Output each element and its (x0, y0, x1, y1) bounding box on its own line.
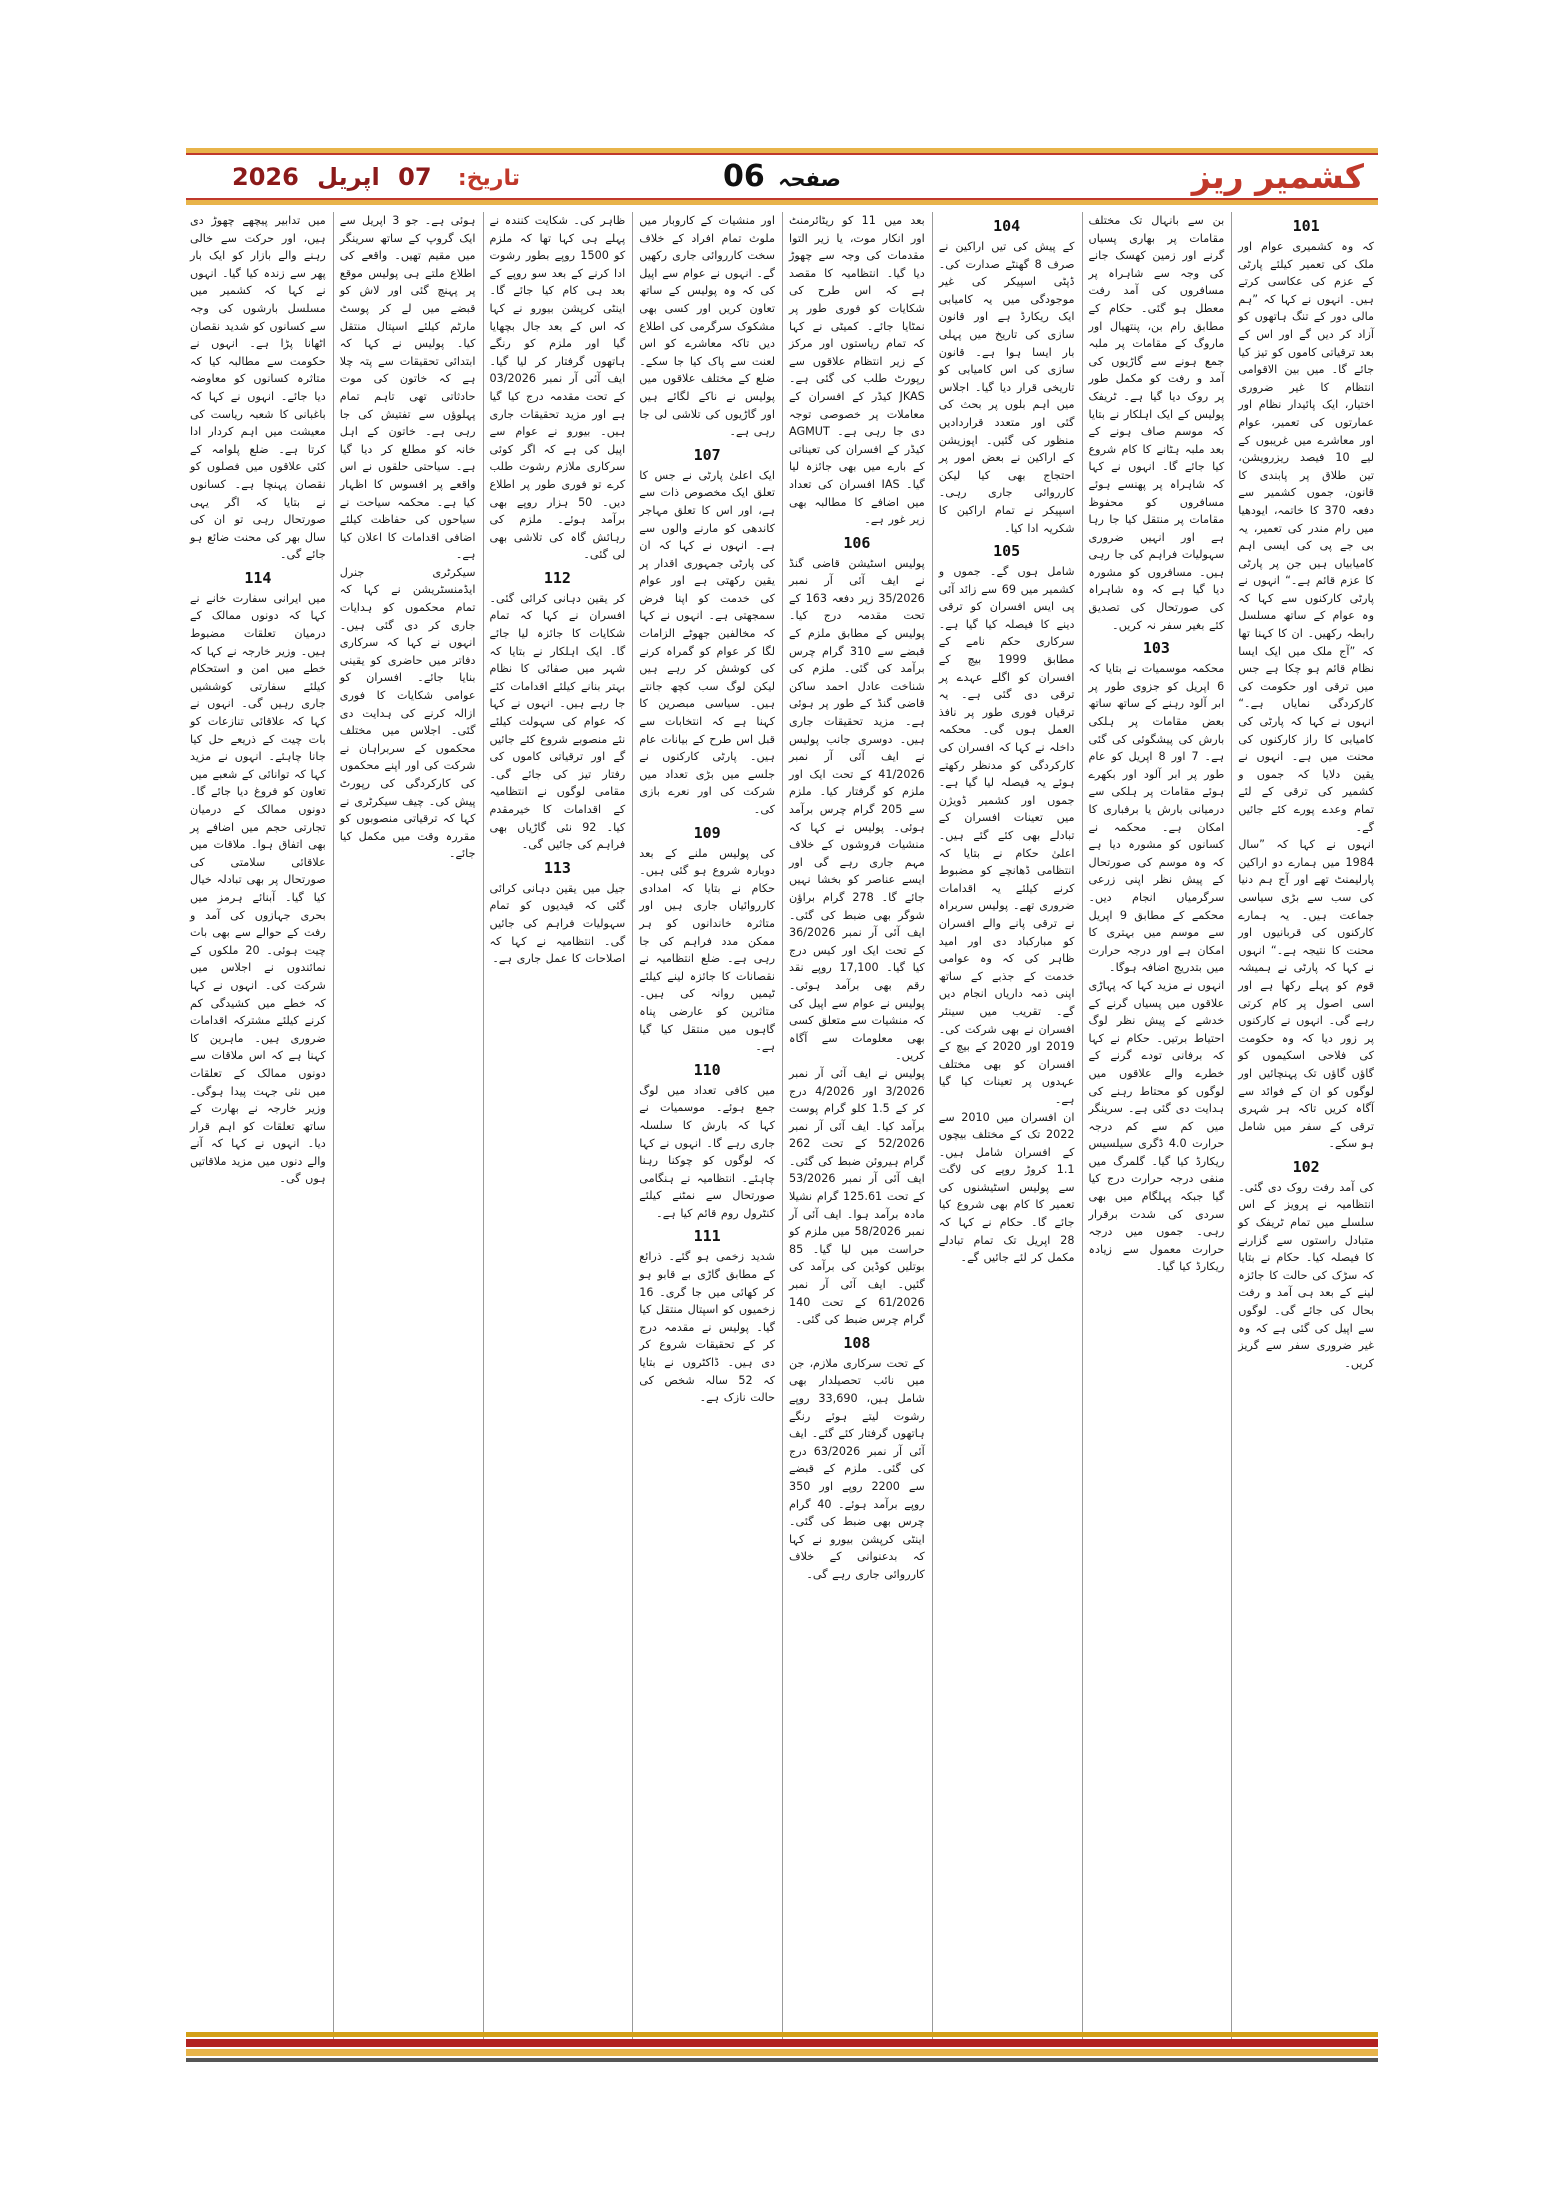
story-number: 102 (1292, 1157, 1320, 1176)
news-column (336, 212, 480, 2042)
news-column (186, 212, 330, 2042)
story-text: ہوئی ہے۔ جو 3 اپریل سے ایک گروپ کے ساتھ سرینگر میں مقیم تھیں۔ واقعے کی اطلاع ملتے ہی پولیس موقع پر پہنچ گئی اور لاش کو قبضے میں لے کر پوسٹ مارٹم کیلئے اسپتال منتقل کیا۔ پولیس نے کہا کہ ابتدائی تحقیقات سے پتہ چلا ہے کہ خاتون کی موت حادثاتی تھی تاہم تمام پہلوؤں سے تفتیش کی جا رہی ہے۔ خاتون کے اہل خانہ کو مطلع کر دیا گیا ہے۔ سیاحتی حلقوں نے اس واقعے پر افسوس کا اظہار کیا ہے۔ محکمہ سیاحت نے سیاحوں کی حفاظت کیلئے اضافی اقدامات کا اعلان کیا ہے۔ (339, 214, 476, 562)
story-text: ایک اعلیٰ پارٹی نے جس کا تعلق ایک مخصوص ذات سے ہے، اور اس کا تعلق مہاجر کاندھی کو مارنے والوں سے ہے۔ انہوں نے کہا کہ ان کی پارٹی جمہوری اقدار پر یقین رکھتی ہے اور عوام کی خدمت کو اپنا فرض سمجھتی ہے۔ انہوں نے کہا کہ مخالفین جھوٹے الزامات لگا کر عوام کو گمراہ کرنے کی کوشش کر رہے ہیں لیکن لوگ سب کچھ جانتے ہیں۔ سیاسی مبصرین کا کہنا ہے کہ انتخابات سے قبل اس طرح کے بیانات عام ہیں۔ پارٹی کارکنوں نے جلسے میں بڑی تعداد میں شرکت کی اور نعرے بازی کی۔ (639, 468, 775, 816)
story-number: 111 (693, 1227, 721, 1246)
column-divider (483, 212, 484, 2042)
news-column (635, 212, 779, 2042)
story-text: میں تدابیر پیچھے چھوڑ دی ہیں، اور حرکت سے خالی رہنے والے بازار کو ایک بار پھر سے زندہ کیا گیا۔ انہوں نے کہا کہ کشمیر میں مسلسل بارشوں کی وجہ سے کسانوں کو شدید نقصان اٹھانا پڑا ہے۔ انہوں نے حکومت سے مطالبہ کیا کہ متاثرہ کسانوں کو معاوضہ دیا جائے۔ انہوں نے کہا کہ باغبانی کا شعبہ ریاست کی معیشت میں اہم کردار ادا کرتا ہے۔ ضلع پلوامہ کے کئی علاقوں میں فصلوں کو نقصان پہنچا ہے۔ کسانوں نے بتایا کہ اگر یہی صورتحال رہی تو ان کی سال بھر کی محنت ضائع ہو جائے گی۔ (190, 214, 326, 562)
date-year: 2026 (232, 163, 299, 191)
story-text: کے پیش کی تیں اراکین نے صرف 8 گھنٹے صدارت کی۔ ڈپٹی اسپیکر کی غیر موجودگی میں یہ کامیابی ایک ریکارڈ ہے اور قانون سازی کی تاریخ میں پہلی بار ایسا ہوا ہے۔ قانون سازی کی اس کامیابی کو تاریخی قرار دیا گیا۔ اجلاس میں اہم بلوں پر بحث کی گئی اور متعدد قراردادیں منظور کی گئیں۔ اپوزیشن کے اراکین نے بعض امور پر احتجاج بھی کیا لیکن کارروائی جاری رہی۔ اسپیکر نے تمام اراکین کا شکریہ ادا کیا۔ (938, 240, 1075, 535)
story-text: انہوں نے مزید کہا کہ پہاڑی علاقوں میں پسیاں گرنے کے خدشے کے پیش نظر لوگ احتیاط برتیں۔ حکام نے کہا کہ برفانی تودے گرنے کے خطرے والے علاقوں میں لوگوں کو محتاط رہنے کی ہدایت دی گئی ہے۔ سرینگر میں کم سے کم درجہ حرارت 4.0 ڈگری سیلسیس ریکارڈ کیا گیا۔ گلمرگ میں منفی درجہ حرارت درج کیا گیا جبکہ پہلگام میں بھی سردی کی شدت برقرار رہی۔ جموں میں درجہ حرارت معمول سے زیادہ ریکارڈ کیا گیا۔ (1088, 978, 1225, 1274)
story-number: 112 (543, 568, 571, 587)
story-text: بن سے بانہال تک مختلف مقامات پر بھاری پسیاں گرنے اور زمین کھسک جانے کی وجہ سے شاہراہ پر مسافروں کی آمد رفت معطل ہو گئی۔ حکام کے مطابق رام بن، پنتھیال اور ماروگ کے مقامات پر ملبہ جمع ہونے سے گاڑیوں کی آمد و رفت کو مکمل طور پر روک دیا گیا ہے۔ ٹریفک پولیس کے ایک اہلکار نے بتایا کہ موسم صاف ہونے کے بعد ملبہ ہٹانے کا کام شروع کیا جائے گا۔ انہوں نے کہا کہ شاہراہ پر پھنسے ہوئے مسافروں کو محفوظ مقامات پر منتقل کیا جا رہا ہے اور انہیں ضروری سہولیات فراہم کی جا رہی ہیں۔ مسافروں کو مشورہ دیا گیا ہے کہ وہ شاہراہ کی صورتحال کی تصدیق کئے بغیر سفر نہ کریں۔ (1088, 214, 1225, 632)
story-text: پولیس نے ایف آئی آر نمبر 3/2026 اور 4/2026 درج کر کے 1.5 کلو گرام پوست برآمد کیا۔ ایف آئی آر نمبر 52/2026 کے تحت 262 گرام ہیروئن ضبط کی گئی۔ ایف آئی آر نمبر 53/2026 کے تحت 125.61 گرام نشیلا مادہ برآمد ہوا۔ ایف آئی آر نمبر 58/2026 میں ملزم کو حراست میں لیا گیا۔ 85 بوتلیں کوڈین کی برآمد کی گئیں۔ ایف آئی آر نمبر 61/2026 کے تحت 140 گرام چرس ضبط کی گئی۔ (789, 1066, 925, 1327)
story-text: بعد میں 11 کو ریٹائرمنٹ اور انکار موت، یا زیر التوا مقدمات کی وجہ سے چھوڑ دیا گیا۔ انتظامیہ کا مقصد ہے کہ اس طرح کی شکایات کو فوری طور پر نمٹایا جائے۔ کمیٹی نے کہا کہ تمام ریاستوں اور مرکز کے زیر انتظام علاقوں سے رپورٹ طلب کی گئی ہے۔ JKAS کیڈر کے افسران کے معاملات پر خصوصی توجہ دی جا رہی ہے۔ AGMUT کیڈر کے افسران کی تعیناتی کے بارے میں بھی جائزہ لیا گیا۔ IAS افسران کی تعداد میں اضافے کا مطالبہ بھی زیر غور ہے۔ (789, 214, 925, 527)
story-number: 110 (693, 1060, 721, 1079)
column-divider (632, 212, 633, 2042)
story-text: شامل ہوں گے۔ جموں و کشمیر میں 69 سے زائد آئی پی ایس افسران کو ترقی دینے کا فیصلہ کیا گیا ہے۔ سرکاری حکم نامے کے مطابق 1999 بیچ کے افسران کو اگلے عہدے پر ترقی دی گئی ہے۔ یہ ترقیاں فوری طور پر نافذ العمل ہوں گی۔ محکمہ داخلہ نے کہا کہ افسران کی کارکردگی کو مدنظر رکھتے ہوئے یہ فیصلہ لیا گیا ہے۔ جموں اور کشمیر ڈویژن میں تعینات افسران کے تبادلے بھی کئے گئے ہیں۔ اعلیٰ حکام نے بتایا کہ انتظامی ڈھانچے کو مضبوط کرنے کیلئے یہ اقدامات ضروری تھے۔ پولیس سربراہ نے ترقی پانے والے افسران کو مبارکباد دی اور امید ظاہر کی کہ وہ عوامی خدمت کے جذبے کے ساتھ اپنی ذمہ داریاں انجام دیں گے۔ تقریب میں سینئر افسران نے بھی شرکت کی۔ 2019 اور 2020 کے بیچ کے افسران کو بھی مختلف عہدوں پر تعینات کیا گیا ہے۔ (938, 565, 1075, 1106)
news-column (486, 212, 630, 2042)
footer-stripe-grey (186, 2058, 1378, 2062)
column-divider (1231, 212, 1232, 2042)
page-footer-stripes (186, 2032, 1378, 2064)
date-month: اپریل (317, 163, 380, 191)
story-number: 103 (1142, 639, 1170, 658)
footer-stripe-gold (186, 2032, 1378, 2037)
page-number: 06 (723, 159, 765, 194)
page-label-text: صفحہ (778, 167, 841, 191)
news-column (1085, 212, 1229, 2042)
story-number: 114 (244, 568, 272, 587)
story-number: 105 (993, 542, 1021, 561)
column-divider (333, 212, 334, 2042)
page-number-label (722, 158, 842, 196)
column-divider (932, 212, 933, 2042)
story-number: 101 (1292, 217, 1320, 235)
header-bottom-rule (186, 200, 1378, 205)
footer-stripe-red (186, 2039, 1378, 2047)
column-divider (1082, 212, 1083, 2042)
news-column (1234, 212, 1378, 2042)
story-text: کہ وہ کشمیری عوام اور ملک کی تعمیر کیلئے پارٹی کے عزم کی عکاسی کرتے ہیں۔ انہوں نے کہا کہ ”ہم مالی دور کے تنگ ہاتھوں کو آزاد کر دیں گے اور اس کے بعد ترقیاتی کاموں کو تیز کیا جائے گا۔ میں بین الاقوامی انتظام کا غیر ضروری اختیار، ایک پائیدار نظام اور عمارتوں کی تعمیر، عوام اور معاشرے میں غریبوں کے لیے 10 فیصد ریزرویشن، تین طلاق پر پابندی کا قانون، جموں کشمیر سے دفعہ 370 کا خاتمہ، ایودھیا میں رام مندر کی تعمیر، یہ بی جے پی کی ایسی اہم کامیابیاں ہیں جن پر پارٹی کا عزم قائم ہے۔“ انہوں نے پارٹی کارکنوں سے کہا کہ وہ عوام کے ساتھ مسلسل رابطہ رکھیں۔ ان کا کہنا تھا کہ ”آج ملک میں ایک ایسا نظام قائم ہو چکا ہے جس میں ترقی اور حکومت کی کارکردگی نمایاں ہے۔“ انہوں نے کہا کہ پارٹی کی کامیابی کا راز کارکنوں کی محنت میں ہے۔ انہوں نے یقین دلایا کہ جموں و کشمیر کی ترقی کے لئے تمام وعدے پورے کئے جائیں گے۔ (1238, 240, 1374, 834)
article-columns (186, 212, 1378, 2042)
news-column (935, 212, 1079, 2042)
story-text: کی آمد رفت روک دی گئی۔ انتظامیہ نے پرویز کے اس سلسلے میں تمام ٹریفک کو متبادل راستوں سے گزارنے کا فیصلہ کیا۔ حکام نے بتایا کہ سڑک کی حالت کا جائزہ لینے کے بعد ہی آمد و رفت بحال کی جائے گی۔ لوگوں سے اپیل کی گئی ہے کہ وہ غیر ضروری سفر سے گریز کریں۔ (1238, 1180, 1374, 1370)
newspaper-page (186, 148, 1378, 2080)
page-header (186, 148, 1378, 206)
story-text: جیل میں یقین دہانی کرائی گئی کہ قیدیوں کو تمام سہولیات فراہم کی جائیں گی۔ انتظامیہ نے کہا کہ اصلاحات کا عمل جاری ہے۔ (489, 881, 626, 966)
story-text: ان افسران میں 2010 سے 2022 تک کے مختلف بیچوں کے افسران شامل ہیں۔ 1.1 کروڑ روپے کی لاگت سے پولیس اسٹیشنوں کی تعمیر کا کام بھی شروع کیا جائے گا۔ حکام نے کہا کہ 28 اپریل تک تمام تبادلے مکمل کر لئے جائیں گے۔ (938, 1110, 1075, 1265)
story-text: میں ایرانی سفارت خانے نے کہا کہ دونوں ممالک کے درمیان تعلقات مضبوط ہیں۔ وزیر خارجہ نے کہا کہ خطے میں امن و استحکام کیلئے سفارتی کوششیں جاری رہیں گی۔ انہوں نے کہا کہ علاقائی تنازعات کو بات چیت کے ذریعے حل کیا جانا چاہئے۔ انہوں نے مزید کہا کہ توانائی کے شعبے میں تعاون کو فروغ دیا جائے گا۔ دونوں ممالک کے درمیان تجارتی حجم میں اضافے پر بھی اتفاق ہوا۔ ملاقات میں علاقائی سلامتی کی صورتحال پر بھی تبادلہ خیال کیا گیا۔ آبنائے ہرمز میں بحری جہازوں کی آمد و رفت کے حوالے سے بھی بات چیت ہوئی۔ 20 ملکوں کے نمائندوں نے اجلاس میں شرکت کی۔ انہوں نے کہا کہ خطے میں کشیدگی کم کرنے کیلئے مشترکہ اقدامات ضروری ہیں۔ ماہرین کا کہنا ہے کہ اس ملاقات سے دونوں ممالک کے تعلقات میں نئی جہت پیدا ہوگی۔ وزیر خارجہ نے بھارت کے ساتھ تعلقات کو اہم قرار دیا۔ انہوں نے کہا کہ آنے والے دنوں میں مزید ملاقاتیں ہوں گی۔ (190, 591, 326, 1186)
story-number: 109 (693, 823, 721, 842)
story-text: ظاہر کی۔ شکایت کنندہ نے پہلے ہی کہا تھا کہ ملزم کو 1500 روپے بطور رشوت ادا کرنے کے بعد سو روپے کے بعد ہی کام کیا جائے گا۔ اینٹی کرپشن بیورو نے کہا کہ اس کے بعد جال بچھایا گیا اور ملزم کو رنگے ہاتھوں گرفتار کر لیا گیا۔ ایف آئی آر نمبر 03/2026 کے تحت مقدمہ درج کیا گیا ہے اور مزید تحقیقات جاری ہیں۔ بیورو نے عوام سے اپیل کی ہے کہ اگر کوئی سرکاری ملازم رشوت طلب کرے تو فوری طور پر اطلاع دیں۔ 50 ہزار روپے بھی برآمد ہوئے۔ ملزم کی رہائش گاہ کی تلاشی بھی لی گئی۔ (489, 214, 626, 562)
story-text: میں کافی تعداد میں لوگ جمع ہوئے۔ موسمیات نے کہا کہ بارش کا سلسلہ جاری رہے گا۔ انہوں نے کہا کہ لوگوں کو چوکنا رہنا چاہئے۔ انتظامیہ نے ہنگامی صورتحال سے نمٹنے کیلئے کنٹرول روم قائم کیا ہے۔ (639, 1083, 775, 1220)
masthead: کشمیر ریز (1191, 157, 1364, 196)
issue-date (222, 158, 520, 196)
story-number: 107 (693, 445, 721, 464)
story-text: اور منشیات کے کاروبار میں ملوث تمام افراد کے خلاف سخت کارروائی جاری رکھیں گے۔ انہوں نے عوام سے اپیل کی کہ وہ پولیس کے ساتھ تعاون کریں اور کسی بھی مشکوک سرگرمی کی اطلاع دیں تاکہ معاشرے کو اس لعنت سے پاک کیا جا سکے۔ ضلع کے مختلف علاقوں میں پولیس نے ناکے لگائے ہیں اور گاڑیوں کی تلاشی لی جا رہی ہے۔ (639, 214, 775, 439)
footer-stripe-amber (186, 2049, 1378, 2056)
column-divider (782, 212, 783, 2042)
date-label: تاریخ: (457, 166, 520, 191)
story-text: سیکرٹری جنرل ایڈمنسٹریشن نے کہا کہ تمام محکموں کو ہدایات جاری کر دی گئی ہیں۔ انہوں نے کہا کہ سرکاری دفاتر میں حاضری کو یقینی بنایا جائے۔ افسران کو عوامی شکایات کا فوری ازالہ کرنے کی ہدایت دی گئی۔ اجلاس میں مختلف محکموں کے سربراہان نے شرکت کی اور اپنے محکموں کی کارکردگی کی رپورٹ پیش کی۔ چیف سیکرٹری نے کہا کہ ترقیاتی منصوبوں کو مقررہ وقت میں مکمل کیا جائے۔ (339, 565, 476, 861)
news-column (785, 212, 929, 2042)
date-day: 07 (398, 163, 432, 191)
story-text: شدید زخمی ہو گئے۔ ذرائع کے مطابق گاڑی بے قابو ہو کر کھائی میں جا گری۔ 16 زخمیوں کو اسپتال منتقل کیا گیا۔ پولیس نے مقدمہ درج کر کے تحقیقات شروع کر دی ہیں۔ ڈاکٹروں نے بتایا کہ 52 سالہ شخص کی حالت نازک ہے۔ (639, 1250, 775, 1405)
story-text: محکمہ موسمیات نے بتایا کہ 6 اپریل کو جزوی طور پر ابر آلود رہنے کے ساتھ ساتھ بعض مقامات پر ہلکی بارش کی پیشگوئی کی گئی ہے۔ 7 اور 8 اپریل کو عام طور پر ابر آلود اور بکھرے ہوئے مقامات پر ہلکی سے درمیانی بارش یا برفباری کا امکان ہے۔ محکمہ نے کسانوں کو مشورہ دیا ہے کہ وہ موسم کی صورتحال کے پیش نظر اپنی زرعی سرگرمیاں انجام دیں۔ محکمے کے مطابق 9 اپریل سے موسم میں بہتری کا امکان ہے اور درجہ حرارت میں بتدریج اضافہ ہوگا۔ (1088, 662, 1225, 975)
story-number: 113 (543, 858, 571, 877)
story-text: کر یقین دہانی کرائی گئی۔ افسران نے کہا کہ تمام شکایات کا جائزہ لیا جائے گا۔ ایک اہلکار نے بتایا کہ شہر میں صفائی کا نظام بہتر بنانے کیلئے اقدامات کئے جا رہے ہیں۔ انہوں نے کہا کہ عوام کی سہولت کیلئے نئے منصوبے شروع کئے جائیں گے اور ترقیاتی کاموں کی رفتار تیز کی جائے گی۔ مقامی لوگوں نے انتظامیہ کے اقدامات کا خیرمقدم کیا۔ 92 نئی گاڑیاں بھی فراہم کی جائیں گی۔ (489, 591, 626, 852)
header-top-accent-rule (186, 153, 1378, 155)
story-text: پولیس اسٹیشن قاضی گنڈ نے ایف آئی آر نمبر 35/2026 زیر دفعہ 163 کے تحت مقدمہ درج کیا۔ پولیس کے مطابق ملزم کے قبضے سے 310 گرام چرس برآمد کی گئی۔ ملزم کی شناخت عادل احمد ساکن قاضی گنڈ کے طور پر ہوئی ہے۔ مزید تحقیقات جاری ہیں۔ دوسری جانب پولیس نے ایف آئی آر نمبر 41/2026 کے تحت ایک اور ملزم کو گرفتار کیا۔ ملزم سے 205 گرام چرس برآمد ہوئی۔ پولیس نے کہا کہ منشیات فروشوں کے خلاف مہم جاری رہے گی اور ایسے عناصر کو بخشا نہیں جائے گا۔ 278 گرام براؤن شوگر بھی ضبط کی گئی۔ ایف آئی آر نمبر 36/2026 کے تحت ایک اور کیس درج کیا گیا۔ 17,100 روپے نقد رقم بھی برآمد ہوئی۔ پولیس نے عوام سے اپیل کی کہ منشیات سے متعلق کسی بھی معلومات سے آگاہ کریں۔ (789, 556, 925, 1063)
story-number: 104 (993, 217, 1021, 235)
story-text: کی پولیس ملنے کے بعد دوبارہ شروع ہو گئی ہیں۔ حکام نے بتایا کہ امدادی کارروائیاں جاری ہیں اور متاثرہ خاندانوں کو ہر ممکن مدد فراہم کی جا رہی ہے۔ ضلع انتظامیہ نے نقصانات کا جائزہ لینے کیلئے ٹیمیں روانہ کی ہیں۔ متاثرین کو عارضی پناہ گاہوں میں منتقل کیا گیا ہے۔ (639, 846, 775, 1054)
story-text: کے تحت سرکاری ملازم، جن میں نائب تحصیلدار بھی شامل ہیں، 33,690 روپے رشوت لیتے ہوئے رنگے ہاتھوں گرفتار کئے گئے۔ ایف آئی آر نمبر 63/2026 درج کی گئی۔ ملزم کے قبضے سے 2200 روپے اور 350 روپے برآمد ہوئے۔ 40 گرام چرس بھی ضبط کی گئی۔ اینٹی کرپشن بیورو نے کہا کہ بدعنوانی کے خلاف کارروائی جاری رہے گی۔ (789, 1356, 925, 1581)
story-number: 108 (843, 1333, 871, 1352)
story-number: 106 (843, 533, 871, 552)
story-text: انہوں نے کہا کہ ”سال 1984 میں ہمارے دو اراکین پارلیمنٹ تھے اور آج ہم دنیا کی سب سے بڑی سیاسی جماعت ہیں۔ یہ ہمارے کارکنوں کی قربانیوں اور محنت کا نتیجہ ہے۔“ انہوں نے کہا کہ پارٹی نے ہمیشہ قوم کو پہلے رکھا ہے اور اسی اصول پر کام کرتی رہے گی۔ انہوں نے کارکنوں پر زور دیا کہ وہ حکومت کی فلاحی اسکیموں کو گاؤں گاؤں تک پہنچائیں اور لوگوں کو ان کے فوائد سے آگاہ کریں تاکہ ہر شہری ترقی کے سفر میں شامل ہو سکے۔ (1238, 838, 1374, 1151)
